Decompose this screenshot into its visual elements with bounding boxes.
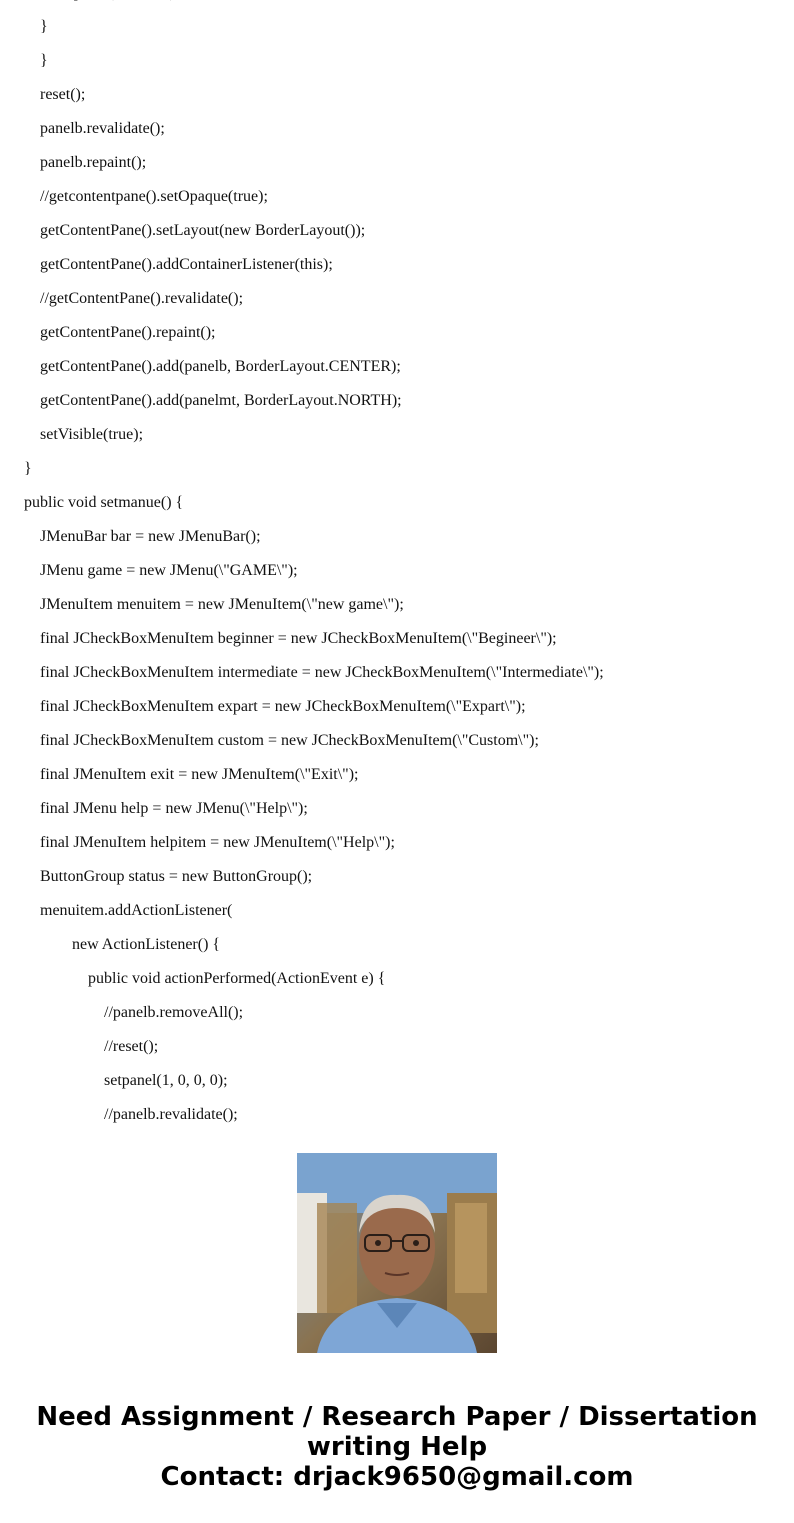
code-line: final JCheckBoxMenuItem custom = new JCheckBoxMenuItem(\"Custom\"); xyxy=(40,732,539,749)
code-line: panelb.revalidate(); xyxy=(40,120,165,137)
footer-line-3: Contact: drjack9650@gmail.com xyxy=(160,1462,634,1492)
footer-contact xyxy=(0,1402,794,1492)
code-line: } xyxy=(40,18,48,35)
code-line: final JMenu help = new JMenu(\"Help\"); xyxy=(40,800,308,817)
footer-line-2: writing Help xyxy=(306,1432,488,1462)
code-line: //panelb.revalidate(); xyxy=(104,1106,238,1123)
code-line: reset(); xyxy=(40,86,86,103)
code-line: public void actionPerformed(ActionEvent e) { xyxy=(88,970,386,987)
code-line: //reset(); xyxy=(104,1038,159,1055)
code-line: getContentPane().add(panelb, BorderLayout.CENTER); xyxy=(40,358,401,375)
code-line: final JCheckBoxMenuItem beginner = new JCheckBoxMenuItem(\"Begineer\"); xyxy=(40,630,557,647)
code-line: setVisible(true); xyxy=(40,426,144,443)
code-line: getContentPane().addContainerListener(this); xyxy=(40,256,333,273)
code-line: final JMenuItem helpitem = new JMenuItem(\"Help\"); xyxy=(40,834,395,851)
author-avatar xyxy=(297,1153,497,1353)
code-line: getContentPane().setLayout(new BorderLayout()); xyxy=(40,222,366,239)
code-line: JMenu game = new JMenu(\"GAME\"); xyxy=(40,562,298,579)
code-line: } xyxy=(40,52,48,69)
code-line: //getContentPane().revalidate(); xyxy=(40,290,244,307)
code-line xyxy=(56,0,180,3)
code-line: } xyxy=(24,460,32,477)
code-line: public void setmanue() { xyxy=(24,494,184,511)
code-line: new ActionListener() { xyxy=(72,936,221,953)
code-line: JMenuItem menuitem = new JMenuItem(\"new game\"); xyxy=(40,596,404,613)
code-line: setpanel(1, 0, 0, 0); xyxy=(104,1072,228,1089)
code-line: final JCheckBoxMenuItem intermediate = new JCheckBoxMenuItem(\"Intermediate\"); xyxy=(40,664,604,681)
code-line: final JCheckBoxMenuItem expart = new JCheckBoxMenuItem(\"Expart\"); xyxy=(40,698,526,715)
code-line: ButtonGroup status = new ButtonGroup(); xyxy=(40,868,313,885)
code-line: getContentPane().repaint(); xyxy=(40,324,216,341)
code-line: final JMenuItem exit = new JMenuItem(\"Exit\"); xyxy=(40,766,359,783)
code-line: menuitem.addActionListener( xyxy=(40,902,233,919)
code-line: JMenuBar bar = new JMenuBar(); xyxy=(40,528,261,545)
code-line: getContentPane().add(panelmt, BorderLayout.NORTH); xyxy=(40,392,402,409)
author-portrait-icon xyxy=(297,1153,497,1353)
footer-line-1: Need Assignment / Research Paper / Dissertation xyxy=(36,1402,758,1432)
code-line: //getcontentpane().setOpaque(true); xyxy=(40,188,268,205)
code-line: panelb.repaint(); xyxy=(40,154,147,171)
code-line: //panelb.removeAll(); xyxy=(104,1004,244,1021)
